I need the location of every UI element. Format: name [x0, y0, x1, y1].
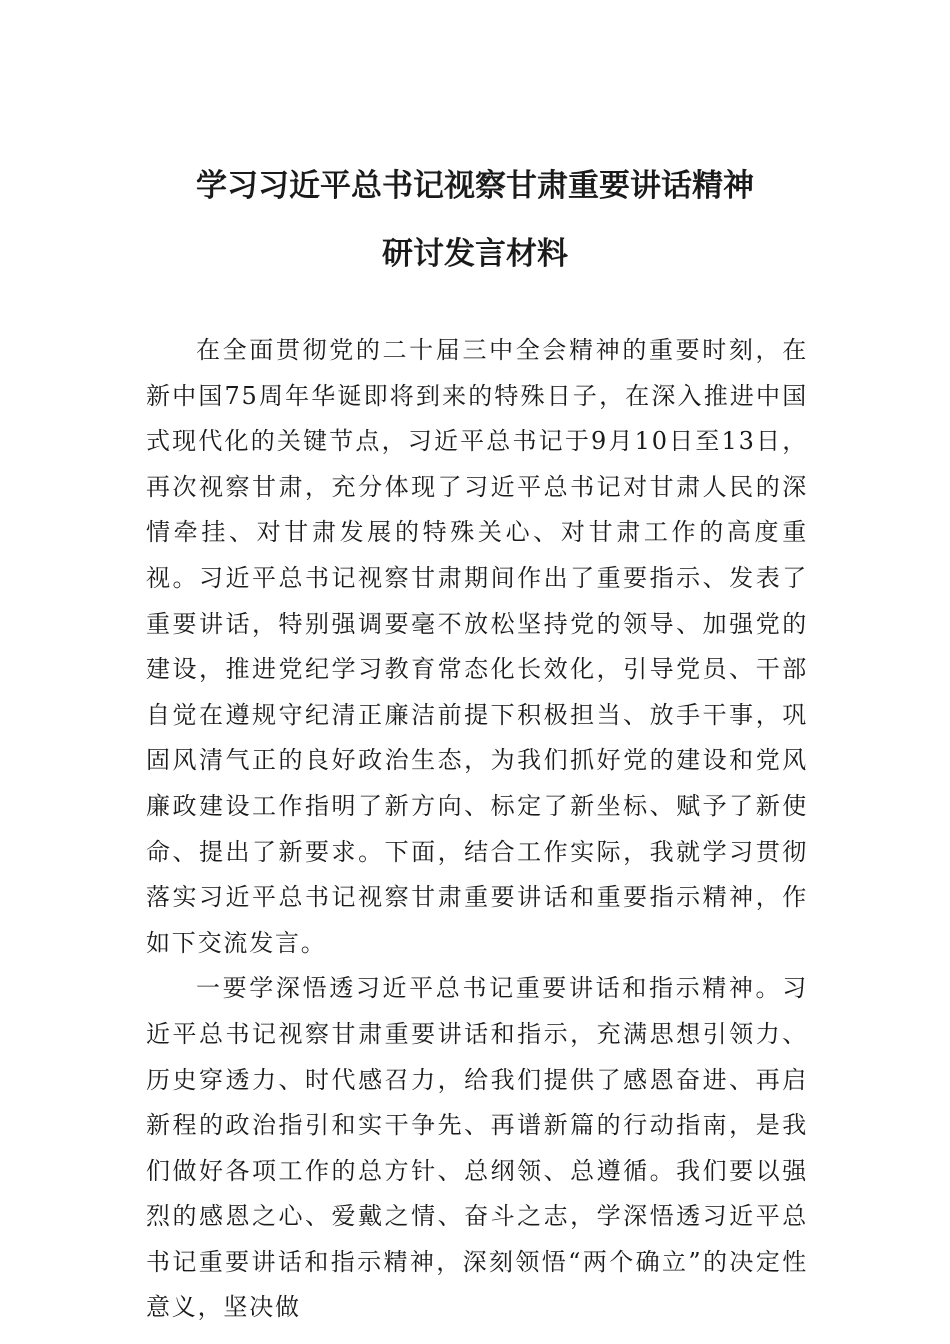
paragraph-point-one: 一要学深悟透习近平总书记重要讲话和指示精神。习近平总书记视察甘肃重要讲话和指示，充满思想引领力、历史穿透力、时代感召力，给我们提供了感恩奋进、再启新程的政治指引和实干争先、再谱新篇的行动指南，是我们做好各项工作的总方针、总纲领、总遵循。我们要以强烈的感恩之心、爱戴之情、奋斗之志，学深悟透习近平总书记重要讲话和指示精神，深刻领悟“两个确立”的决定性意义，坚决做	[146, 974, 808, 1322]
paragraph-intro: 在全面贯彻党的二十届三中全会精神的重要时刻，在新中国75周年华诞即将到来的特殊日子，在深入推进中国式现代化的关键节点，习近平总书记于9月10日至13日，再次视察甘肃，充分体现了习近平总书记对甘肃人民的深情牵挂、对甘肃发展的特殊关心、对甘肃工作的高度重视。习近平总书记视察甘肃期间作出了重要指示、发表了重要讲话，特别强调要毫不放松坚持党的领导、加强党的建设，推进党纪学习教育常态化长效化，引导党员、干部自觉在遵规守纪清正廉洁前提下积极担当、放手干事，巩固风清气正的良好政治生态，为我们抓好党的建设和党风廉政建设工作指明了新方向、标定了新坐标、赋予了新使命、提出了新要求。下面，结合工作实际，我就学习贯彻落实习近平总书记视察甘肃重要讲话和重要指示精神，作如下交流发言。	[146, 336, 808, 957]
title-line-2: 研讨发言材料	[382, 236, 568, 272]
document-title	[140, 152, 810, 288]
document-body	[146, 328, 808, 1331]
title-line-1: 学习习近平总书记视察甘肃重要讲话精神	[196, 168, 754, 204]
